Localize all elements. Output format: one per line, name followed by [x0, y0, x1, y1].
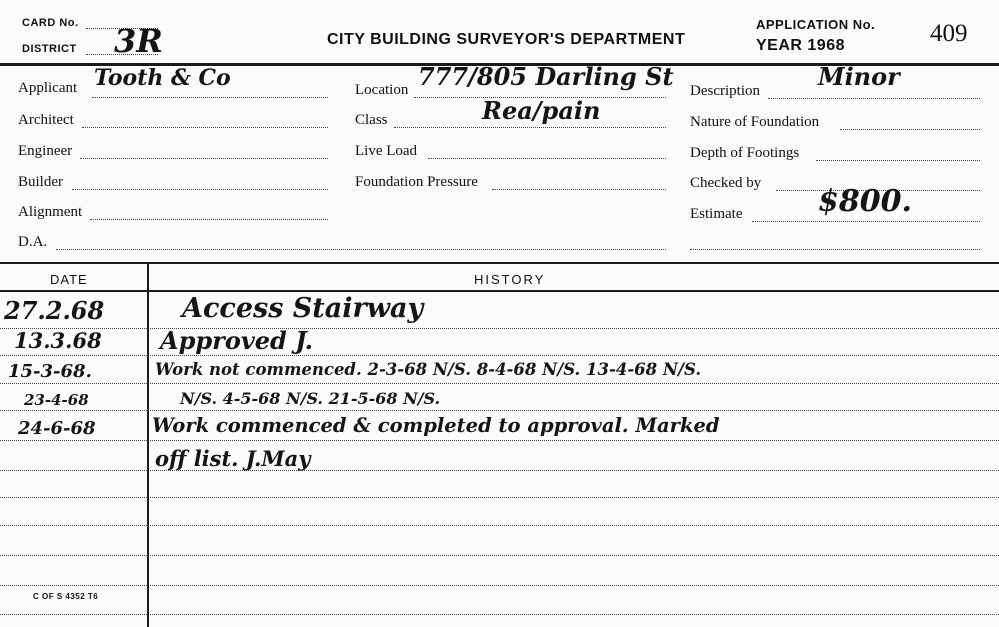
history-header-rule: [0, 290, 999, 292]
card-no-label: CARD No.: [22, 17, 79, 29]
history-top-rule: [0, 262, 999, 264]
date-column-divider: [147, 262, 149, 627]
history-entry: off list. J.May: [155, 446, 311, 471]
live-load-label: Live Load: [355, 143, 418, 159]
district-label: DISTRICT: [22, 43, 77, 55]
builder-label: Builder: [18, 174, 63, 190]
alignment-label: Alignment: [18, 204, 83, 220]
department-title: CITY BUILDING SURVEYOR'S DEPARTMENT: [327, 31, 686, 48]
location-value: 777/805 Darling St: [418, 62, 674, 91]
class-label: Class: [355, 112, 388, 128]
history-date: 27.2.68: [4, 296, 105, 325]
history-date: 24-6-68: [18, 418, 96, 439]
applicant-label: Applicant: [18, 80, 78, 96]
description-label: Description: [690, 83, 760, 99]
application-no-value: 409: [930, 20, 968, 47]
history-date: 15-3-68.: [8, 361, 92, 382]
location-label: Location: [355, 82, 409, 98]
foundation-pressure-label: Foundation Pressure: [355, 174, 478, 190]
history-entry: Work not commenced. 2-3-68 N/S. 8-4-68 N/S. 13-4-68 N/S.: [155, 360, 702, 379]
history-entry: N/S. 4-5-68 N/S. 21-5-68 N/S.: [180, 389, 441, 408]
depth-of-footings-label: Depth of Footings: [690, 145, 800, 161]
estimate-value: $800.: [818, 184, 912, 219]
application-no-label: APPLICATION No.: [756, 17, 876, 32]
district-value: 3R: [114, 22, 163, 60]
description-value: Minor: [818, 62, 900, 91]
architect-label: Architect: [18, 112, 74, 128]
nature-of-foundation-label: Nature of Foundation: [690, 114, 820, 130]
checked-by-label: Checked by: [690, 175, 762, 191]
date-column-header: DATE: [50, 272, 88, 287]
year-label: YEAR 1968: [756, 37, 845, 54]
history-column-header: HISTORY: [474, 272, 546, 287]
form-code: C OF S 4352 T6: [33, 592, 99, 601]
class-value: Rea/pain: [482, 96, 601, 125]
estimate-label: Estimate: [690, 206, 743, 222]
history-date: 13.3.68: [14, 328, 102, 353]
applicant-value: Tooth & Co: [94, 65, 231, 91]
engineer-label: Engineer: [18, 143, 73, 159]
da-label: D.A.: [18, 234, 48, 250]
history-entry: Approved J.: [160, 326, 314, 355]
history-entry: Access Stairway: [182, 293, 424, 324]
history-date: 23-4-68: [24, 391, 89, 409]
history-entry: Work commenced & completed to approval. Marked: [152, 414, 720, 437]
